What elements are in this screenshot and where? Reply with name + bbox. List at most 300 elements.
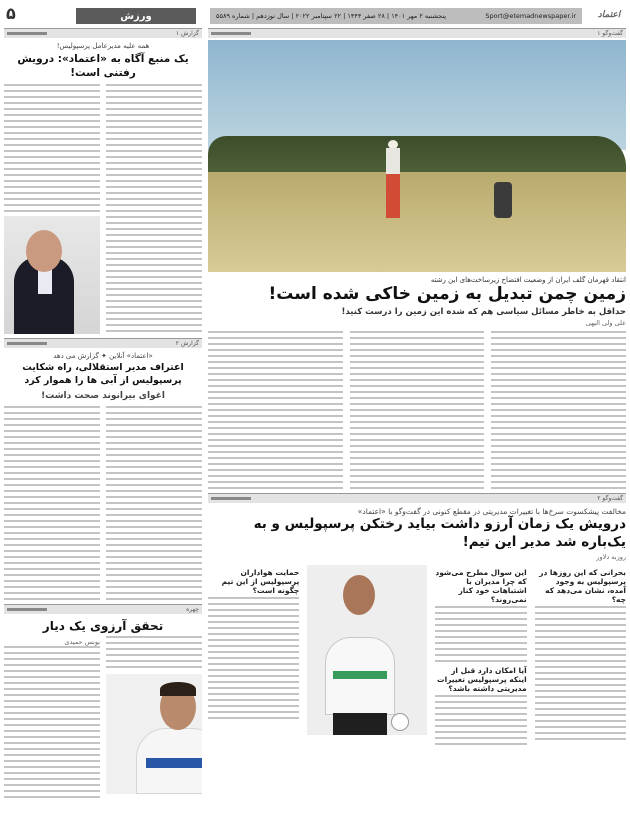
section-tag — [4, 604, 202, 614]
text-line — [491, 463, 626, 465]
text-line — [106, 216, 202, 218]
text-line — [106, 108, 202, 110]
interview-question: بحرانی که این روزها در پرسپولیس به وجود آمده، نشان می‌دهد که چه؟ — [539, 568, 626, 605]
tag-label: گفت‌وگو ۲ — [597, 495, 623, 503]
text-line — [4, 736, 100, 738]
text-line — [491, 397, 626, 399]
text-line — [491, 409, 626, 411]
text-line — [106, 424, 202, 426]
photo-shape — [160, 682, 196, 696]
article-body — [4, 636, 202, 802]
text-line — [4, 102, 100, 104]
text-line — [208, 711, 299, 713]
text-line — [106, 324, 202, 326]
text-line — [106, 84, 202, 86]
text-line — [106, 162, 202, 164]
text-line — [535, 636, 626, 638]
text-line — [106, 586, 202, 588]
header-info-bar — [210, 8, 582, 24]
text-line — [208, 681, 299, 683]
text-column — [491, 331, 626, 493]
text-line — [4, 514, 100, 516]
photo-shape — [208, 40, 626, 150]
main-column — [208, 28, 626, 820]
website-text: Sport@etemadnewspaper.ir — [485, 12, 576, 20]
text-line — [208, 355, 343, 357]
text-line — [491, 415, 626, 417]
text-line — [4, 174, 100, 176]
text-line — [208, 385, 343, 387]
text-line — [535, 690, 626, 692]
text-line — [106, 228, 202, 230]
text-line — [535, 630, 626, 632]
section-tag — [208, 493, 626, 503]
text-line — [4, 550, 100, 552]
text-line — [4, 448, 100, 450]
text-line — [208, 475, 343, 477]
article-headline: تحقق آرزوی یک دیار — [42, 619, 164, 634]
text-line — [106, 520, 202, 522]
text-line — [4, 682, 100, 684]
text-line — [208, 675, 299, 677]
photo-shape — [208, 172, 626, 272]
text-line — [491, 427, 626, 429]
text-line — [350, 445, 485, 447]
text-line — [106, 294, 202, 296]
text-line — [535, 666, 626, 668]
page-number: ۵ — [6, 4, 16, 23]
text-line — [535, 726, 626, 728]
text-line — [435, 654, 526, 656]
text-line — [4, 556, 100, 558]
text-line — [106, 598, 202, 600]
text-line — [350, 391, 485, 393]
text-line — [491, 445, 626, 447]
text-line — [106, 132, 202, 134]
text-line — [208, 373, 343, 375]
text-line — [106, 490, 202, 492]
text-line — [491, 481, 626, 483]
text-line — [106, 514, 202, 516]
tag-bar — [7, 608, 47, 611]
text-line — [4, 120, 100, 122]
text-line — [4, 664, 100, 666]
text-line — [4, 538, 100, 540]
text-line — [350, 331, 485, 333]
text-line — [4, 454, 100, 456]
text-line — [106, 222, 202, 224]
text-line — [4, 772, 100, 774]
text-line — [4, 688, 100, 690]
article-headline: یک منبع آگاه به «اعتماد»: درویش رفتنی است! — [17, 53, 189, 80]
text-line — [4, 532, 100, 534]
text-line — [4, 730, 100, 732]
text-line — [350, 451, 485, 453]
text-line — [535, 612, 626, 614]
text-line — [435, 731, 526, 733]
text-line — [208, 421, 343, 423]
text-line — [106, 288, 202, 290]
text-line — [208, 433, 343, 435]
text-line — [4, 718, 100, 720]
text-line — [208, 621, 299, 623]
text-line — [208, 663, 299, 665]
left-column — [4, 28, 202, 820]
text-line — [350, 337, 485, 339]
text-line — [4, 162, 100, 164]
text-line — [4, 658, 100, 660]
text-line — [208, 627, 299, 629]
text-line — [208, 603, 299, 605]
text-line — [4, 496, 100, 498]
tag-bar — [7, 342, 47, 345]
text-line — [435, 743, 526, 745]
text-line — [4, 156, 100, 158]
photo-shape — [386, 148, 400, 174]
text-line — [491, 331, 626, 333]
text-line — [208, 379, 343, 381]
text-line — [106, 418, 202, 420]
text-line — [491, 487, 626, 489]
text-line — [4, 694, 100, 696]
text-line — [350, 403, 485, 405]
text-line — [4, 586, 100, 588]
text-line — [4, 412, 100, 414]
text-line — [106, 526, 202, 528]
text-line — [208, 633, 299, 635]
text-line — [208, 451, 343, 453]
text-line — [208, 397, 343, 399]
section-tag — [4, 28, 202, 38]
text-line — [106, 532, 202, 534]
text-line — [491, 457, 626, 459]
text-line — [106, 270, 202, 272]
text-line — [491, 475, 626, 477]
text-line — [491, 373, 626, 375]
text-line — [350, 469, 485, 471]
text-line — [535, 732, 626, 734]
photo-golf — [208, 40, 626, 272]
newspaper-logo: اعتماد — [597, 10, 621, 20]
text-column — [208, 565, 299, 749]
text-line — [491, 451, 626, 453]
text-line — [350, 439, 485, 441]
text-line — [106, 192, 202, 194]
text-line — [208, 699, 299, 701]
text-line — [208, 463, 343, 465]
text-line — [535, 660, 626, 662]
text-line — [491, 421, 626, 423]
interview-question: این سوال مطرح می‌شود که چرا مدیران با اشتباهات خود کنار نمی‌روند؟ — [435, 568, 527, 605]
text-line — [208, 439, 343, 441]
text-column — [535, 565, 626, 749]
text-line — [491, 403, 626, 405]
text-line — [4, 198, 100, 200]
text-column — [208, 331, 343, 493]
text-line — [4, 138, 100, 140]
text-line — [4, 478, 100, 480]
photo-shape — [494, 182, 512, 218]
text-line — [4, 460, 100, 462]
text-line — [4, 144, 100, 146]
text-line — [106, 204, 202, 206]
text-line — [350, 409, 485, 411]
tag-bar — [211, 497, 251, 500]
photo-shape — [343, 575, 375, 615]
text-line — [535, 720, 626, 722]
text-line — [208, 445, 343, 447]
text-line — [106, 156, 202, 158]
text-line — [350, 385, 485, 387]
text-line — [106, 210, 202, 212]
text-line — [208, 639, 299, 641]
text-line — [4, 96, 100, 98]
text-line — [350, 343, 485, 345]
text-line — [435, 642, 526, 644]
text-line — [4, 180, 100, 182]
text-line — [350, 463, 485, 465]
text-line — [4, 520, 100, 522]
photo-executive — [4, 216, 100, 334]
tag-label: گزارش ۱ — [175, 30, 199, 37]
text-line — [4, 114, 100, 116]
text-line — [491, 469, 626, 471]
text-line — [435, 713, 526, 715]
text-line — [4, 778, 100, 780]
text-line — [435, 648, 526, 650]
text-line — [208, 717, 299, 719]
text-line — [106, 114, 202, 116]
text-line — [350, 367, 485, 369]
text-line — [106, 138, 202, 140]
tag-bar — [211, 32, 251, 35]
text-line — [106, 436, 202, 438]
photo-shape — [333, 713, 387, 735]
text-line — [106, 412, 202, 414]
text-line — [535, 684, 626, 686]
text-line — [106, 666, 202, 668]
author-name: یونس حمیدی — [64, 638, 100, 647]
text-line — [4, 796, 100, 798]
photo-caption: انتقاد قهرمان گلف ایران از وضعیت افتضاح زیرساخت‌های این رشته — [430, 276, 626, 284]
text-line — [208, 409, 343, 411]
photo-shape — [384, 140, 402, 220]
text-line — [4, 436, 100, 438]
text-line — [106, 258, 202, 260]
text-line — [106, 90, 202, 92]
article-headline: درویش یک زمان آرزو داشت بیاید رختکن پرسپولیس و به یک‌باره شد مدیر این تیم! — [253, 516, 626, 550]
text-line — [106, 460, 202, 462]
text-line — [106, 580, 202, 582]
text-line — [106, 544, 202, 546]
text-line — [106, 96, 202, 98]
text-line — [208, 403, 343, 405]
text-line — [208, 427, 343, 429]
section-label: ورزش — [76, 8, 196, 24]
text-line — [106, 478, 202, 480]
text-line — [208, 349, 343, 351]
text-line — [4, 724, 100, 726]
text-line — [4, 766, 100, 768]
interview-body — [208, 565, 626, 749]
text-line — [208, 481, 343, 483]
text-line — [4, 592, 100, 594]
text-line — [4, 544, 100, 546]
text-line — [106, 264, 202, 266]
text-line — [350, 349, 485, 351]
article-subheadline: اغوای بیرانوند صحت داشت! — [41, 390, 165, 401]
article-kicker: «اعتماد» آنلاین ✦ گزارش می دهد — [53, 352, 153, 361]
text-line — [106, 642, 202, 644]
text-line — [208, 415, 343, 417]
text-line — [106, 636, 202, 638]
text-line — [435, 737, 526, 739]
text-line — [4, 442, 100, 444]
text-line — [350, 415, 485, 417]
author-name: علی ولی الیهی — [585, 319, 626, 328]
text-line — [491, 337, 626, 339]
text-line — [4, 192, 100, 194]
text-column — [4, 406, 100, 604]
text-line — [106, 562, 202, 564]
tag-label: گزارش ۲ — [175, 340, 199, 348]
text-line — [4, 204, 100, 206]
issue-date: پنجشنبه ۲ مهر ۱۴۰۱ | ۲۸ صفر ۱۴۴۴ | ۲۲ سپتامبر ۲۰۲۲ | سال نوزدهم | شماره ۵۵۸۹ — [216, 12, 447, 20]
text-line — [4, 490, 100, 492]
text-line — [4, 706, 100, 708]
text-line — [106, 550, 202, 552]
text-line — [535, 708, 626, 710]
text-line — [106, 276, 202, 278]
text-line — [350, 427, 485, 429]
text-line — [535, 714, 626, 716]
text-line — [4, 748, 100, 750]
text-line — [4, 210, 100, 212]
text-line — [435, 725, 526, 727]
section-tag — [208, 28, 626, 38]
text-column — [350, 331, 485, 493]
text-line — [4, 598, 100, 600]
text-line — [106, 466, 202, 468]
text-line — [350, 475, 485, 477]
text-line — [535, 654, 626, 656]
text-line — [208, 687, 299, 689]
text-line — [491, 343, 626, 345]
article-body — [4, 406, 202, 604]
text-line — [435, 612, 526, 614]
text-line — [208, 487, 343, 489]
text-column — [4, 84, 100, 336]
text-line — [4, 700, 100, 702]
text-line — [535, 606, 626, 608]
text-column — [106, 84, 202, 336]
text-line — [4, 580, 100, 582]
text-line — [106, 312, 202, 314]
text-line — [106, 150, 202, 152]
text-line — [435, 636, 526, 638]
text-line — [106, 574, 202, 576]
text-line — [208, 391, 343, 393]
text-line — [106, 198, 202, 200]
text-line — [106, 660, 202, 662]
text-line — [350, 373, 485, 375]
text-line — [4, 484, 100, 486]
text-line — [4, 652, 100, 654]
text-line — [4, 568, 100, 570]
text-line — [208, 331, 343, 333]
text-line — [350, 481, 485, 483]
text-line — [106, 282, 202, 284]
text-line — [4, 754, 100, 756]
text-line — [435, 624, 526, 626]
text-line — [491, 349, 626, 351]
text-line — [350, 397, 485, 399]
text-line — [535, 648, 626, 650]
photo-player-interview — [307, 565, 427, 735]
text-line — [208, 367, 343, 369]
text-line — [106, 484, 202, 486]
text-line — [106, 186, 202, 188]
text-line — [4, 406, 100, 408]
text-line — [4, 526, 100, 528]
text-line — [4, 784, 100, 786]
text-line — [535, 618, 626, 620]
text-line — [208, 597, 299, 599]
text-line — [106, 330, 202, 332]
tag-label: گفت‌وگو ۱ — [597, 30, 623, 37]
text-line — [4, 430, 100, 432]
text-line — [106, 448, 202, 450]
text-line — [350, 355, 485, 357]
text-line — [4, 760, 100, 762]
text-line — [535, 678, 626, 680]
tag-bar — [7, 32, 47, 35]
text-line — [491, 355, 626, 357]
text-line — [4, 742, 100, 744]
text-line — [106, 246, 202, 248]
text-column — [4, 636, 100, 802]
text-line — [4, 186, 100, 188]
text-line — [4, 502, 100, 504]
text-line — [4, 90, 100, 92]
text-column — [106, 406, 202, 604]
text-line — [208, 693, 299, 695]
text-line — [208, 651, 299, 653]
text-line — [535, 672, 626, 674]
text-line — [435, 606, 526, 608]
text-line — [106, 592, 202, 594]
text-line — [350, 487, 485, 489]
text-line — [435, 618, 526, 620]
text-line — [208, 343, 343, 345]
tag-label: چهره — [186, 606, 199, 614]
text-line — [350, 457, 485, 459]
text-line — [491, 361, 626, 363]
text-line — [106, 252, 202, 254]
photo-shape — [146, 758, 202, 768]
text-line — [106, 454, 202, 456]
text-column — [106, 636, 202, 802]
article-kicker: همه علیه مدیرعامل پرسپولیس! — [56, 42, 150, 50]
text-line — [435, 695, 526, 697]
text-column — [435, 565, 526, 749]
text-line — [106, 502, 202, 504]
photo-player — [106, 674, 202, 794]
text-line — [106, 168, 202, 170]
text-line — [4, 150, 100, 152]
text-line — [106, 144, 202, 146]
text-line — [106, 472, 202, 474]
